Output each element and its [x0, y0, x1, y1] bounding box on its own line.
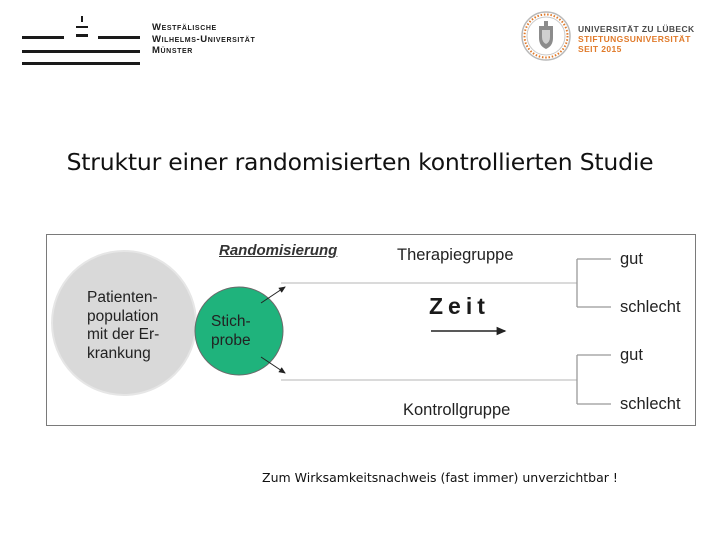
therapy-group-label: Therapiegruppe	[397, 246, 514, 264]
sample-label	[211, 313, 251, 350]
population-label-line: krankung	[87, 344, 151, 362]
population-label-line: Patienten-	[87, 289, 158, 306]
footer-note: Zum Wirksamkeitsnachweis (fast immer) unverzichtbar !	[262, 470, 618, 485]
wwu-logo	[18, 12, 278, 72]
population-label-line: mit der Er-	[87, 326, 160, 343]
luebeck-seal-icon	[520, 10, 572, 62]
luebeck-logo	[520, 10, 710, 70]
slide-title: Struktur einer randomisierten kontrollierten Studie	[66, 148, 654, 176]
wwu-logo-text	[152, 22, 255, 57]
sample-label-line: Stich-	[211, 313, 251, 330]
control-outcome-good: gut	[620, 346, 643, 364]
time-label: Zeit	[429, 293, 490, 319]
therapy-outcome-bad: schlecht	[620, 298, 681, 316]
wwu-logo-mark	[18, 12, 148, 72]
luebeck-logo-line-2: STIFTUNGSUNIVERSITÄT	[578, 34, 691, 44]
rct-diagram	[46, 234, 696, 426]
therapy-outcome-good: gut	[620, 250, 643, 268]
wwu-logo-line-3: Münster	[152, 45, 193, 56]
wwu-logo-line-1: Westfälische	[152, 22, 217, 33]
luebeck-logo-line-1: UNIVERSITÄT ZU LÜBECK	[578, 24, 695, 34]
population-label	[87, 289, 159, 363]
luebeck-logo-line-3: SEIT 2015	[578, 44, 622, 54]
control-outcome-bad: schlecht	[620, 395, 681, 413]
wwu-logo-line-2: Wilhelms-Universität	[152, 33, 256, 45]
randomization-label: Randomisierung	[219, 242, 338, 259]
luebeck-logo-text	[578, 24, 695, 54]
sample-label-line: probe	[211, 331, 251, 349]
control-group-label: Kontrollgruppe	[403, 401, 511, 419]
population-label-line: population	[87, 307, 159, 325]
